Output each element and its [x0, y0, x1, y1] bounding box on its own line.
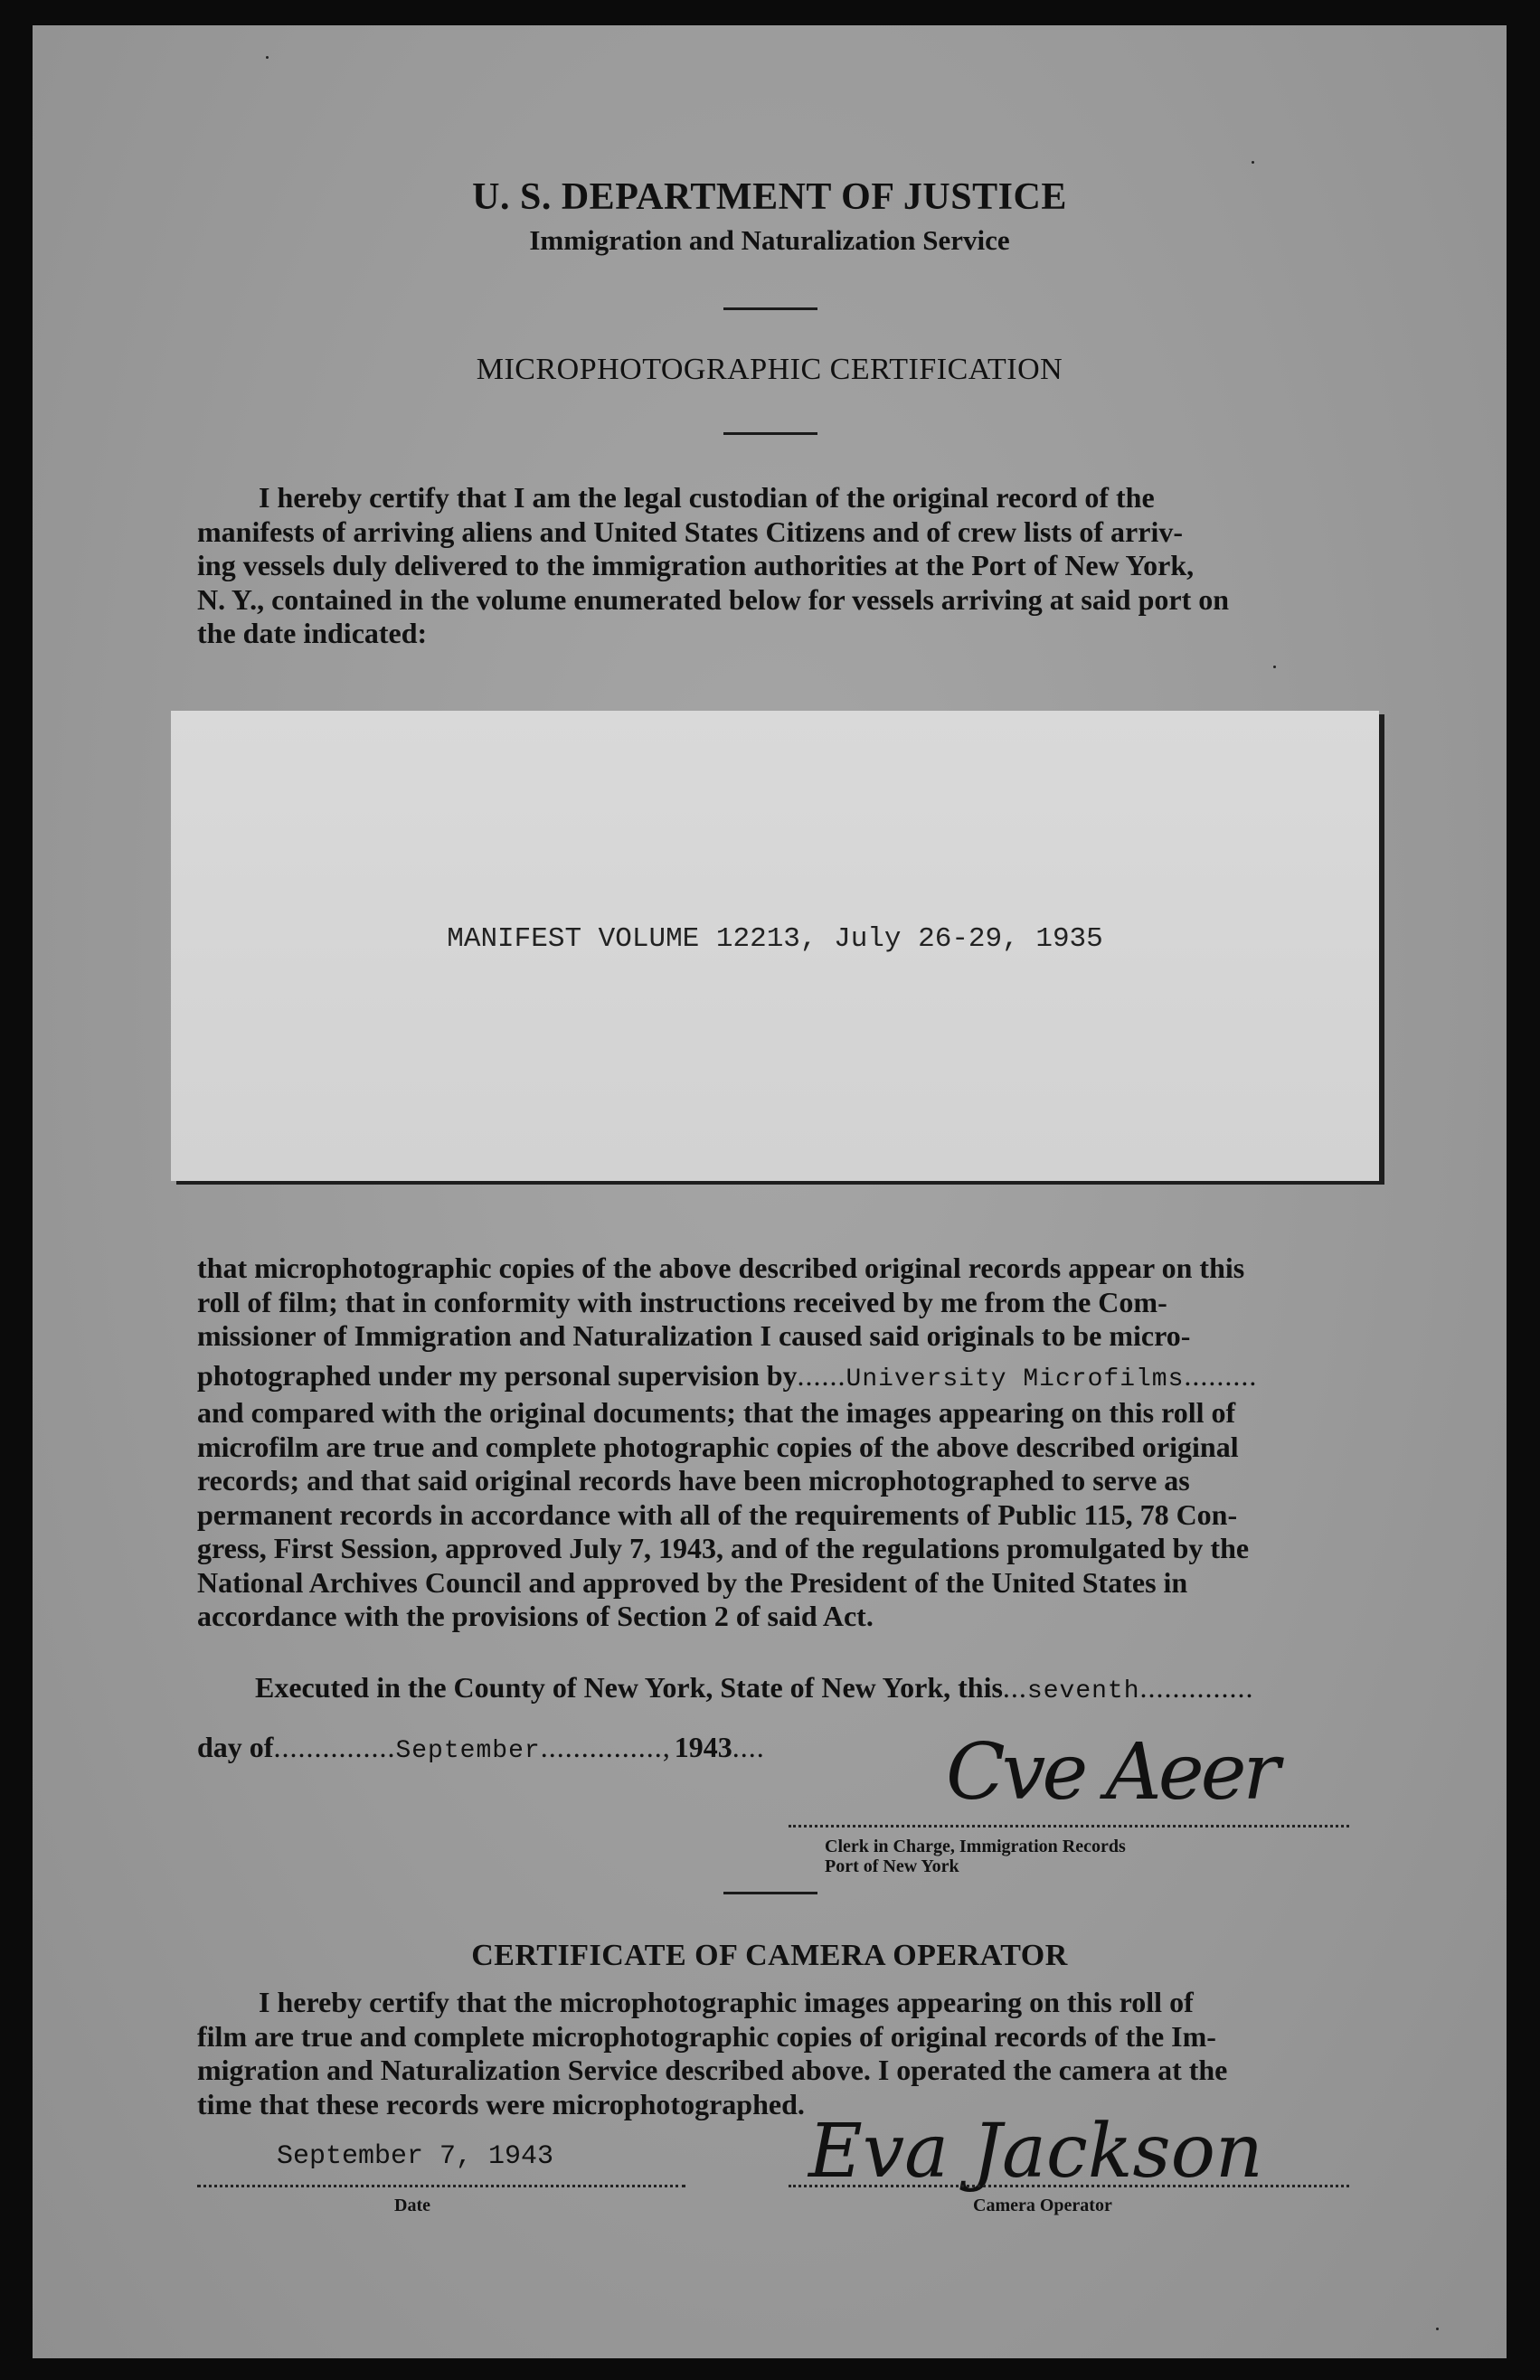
clerk-title-line: Clerk in Charge, Immigration Records: [825, 1837, 1126, 1856]
operator-signature: Eva Jackson: [808, 2109, 1263, 2195]
date-label: Date: [394, 2196, 430, 2215]
department-title: U. S. DEPARTMENT OF JUSTICE: [472, 176, 1067, 218]
dot-leader: ...............: [273, 1731, 396, 1763]
operator-paragraph: [197, 1986, 1346, 2121]
filmed-by-prefix: photographed under my personal supervision by: [197, 1358, 798, 1392]
intro-line: N. Y., contained in the volume enumerated below for vessels arriving at said port on: [197, 582, 1230, 616]
body-line: gress, First Session, approved July 7, 1943, and of the regulations promulgated by the: [197, 1532, 1250, 1564]
filmed-by-value: University Microfilms: [846, 1365, 1185, 1393]
body-line: and compared with the original documents; that the images appearing on this roll of: [197, 1396, 1236, 1429]
execution-prefix: Executed in the County of New York, State of New York, this: [255, 1671, 1003, 1704]
date-line: [197, 2185, 685, 2187]
execution-month: September: [395, 1737, 541, 1765]
operator-line: film are true and complete microphotographic copies of original records of the Im-: [197, 2019, 1216, 2053]
dot-leader: ..............: [1139, 1671, 1254, 1704]
divider: [723, 307, 817, 310]
body-line: that microphotographic copies of the above described original records appear on this: [197, 1251, 1245, 1284]
operator-line: migration and Naturalization Service described above. I operated the camera at the: [197, 2054, 1228, 2086]
film-speck: [266, 56, 269, 59]
day-of-prefix: day of: [197, 1731, 274, 1763]
clerk-title-line: Port of New York: [825, 1856, 959, 1876]
body-line: missioner of Immigration and Naturalization I caused said originals to be micro-: [197, 1319, 1191, 1352]
volume-label: MANIFEST VOLUME 12213, July 26-29, 1935: [447, 923, 1103, 955]
film-speck: [1252, 161, 1254, 164]
dot-leader: ....: [732, 1731, 765, 1763]
operator-signature-line: [789, 2185, 1349, 2187]
body-line: permanent records in accordance with all of the requirements of Public 115, 78 Con-: [197, 1497, 1238, 1531]
operator-date-value: September 7, 1943: [277, 2141, 554, 2172]
intro-line: ing vessels duly delivered to the immigration authorities at the Port of New York,: [197, 549, 1195, 581]
certificate-sheet: [33, 25, 1507, 2358]
operator-certificate-title: CERTIFICATE OF CAMERA OPERATOR: [471, 1939, 1068, 1972]
intro-line: I hereby certify that I am the legal custodian of the original record of the: [259, 481, 1155, 514]
body-line: National Archives Council and approved by the President of the United States in: [197, 1565, 1188, 1599]
body-line: microfilm are true and complete photographic copies of the above described original: [197, 1430, 1239, 1463]
clerk-signature-line: [789, 1825, 1349, 1828]
volume-label-box: [171, 711, 1379, 1181]
body-line-filmed-by: [197, 1359, 1346, 1397]
intro-paragraph: [197, 481, 1346, 651]
operator-line: time that these records were microphotographed.: [197, 2087, 805, 2120]
day-of-line: [197, 1731, 765, 1765]
clerk-title: [825, 1837, 1126, 1876]
body-line: accordance with the provisions of Section 2 of said Act.: [197, 1600, 874, 1632]
section-title: MICROPHOTOGRAPHIC CERTIFICATION: [476, 353, 1063, 386]
execution-day: seventh: [1026, 1677, 1140, 1705]
dot-leader: ...............,: [540, 1731, 671, 1763]
execution-line: [255, 1671, 1254, 1705]
body-paragraph: [197, 1251, 1346, 1634]
dot-leader: ...: [1002, 1671, 1027, 1704]
intro-line: the date indicated:: [197, 617, 428, 649]
operator-line: I hereby certify that the microphotographic images appearing on this roll of: [259, 1986, 1194, 2018]
operator-label: Camera Operator: [973, 2196, 1112, 2215]
body-line: roll of film; that in conformity with instructions received by me from the Com-: [197, 1285, 1167, 1318]
intro-line: manifests of arriving aliens and United States Citizens and of crew lists of arriv-: [197, 515, 1183, 548]
clerk-signature: Cve Aeer: [946, 1727, 1277, 1818]
divider: [723, 1892, 817, 1894]
dot-leader: ......: [797, 1358, 846, 1392]
film-speck: [1273, 666, 1276, 668]
dot-leader: .........: [1184, 1358, 1258, 1392]
service-subtitle: Immigration and Naturalization Service: [529, 224, 1010, 256]
execution-year: 1943: [674, 1731, 732, 1763]
film-speck: [1436, 2328, 1439, 2330]
body-line: records; and that said original records have been microphotographed to serve as: [197, 1464, 1190, 1497]
divider: [723, 432, 817, 435]
